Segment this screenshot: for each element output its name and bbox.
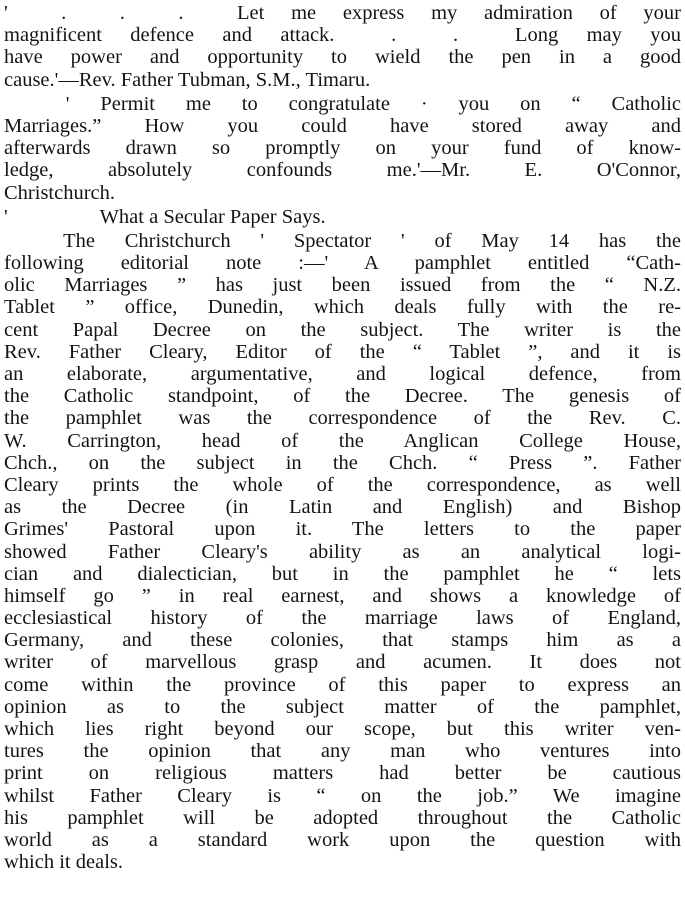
text-line: writer of marvellous grasp and acumen. It does not [4,651,681,674]
text-line: afterwards drawn so promptly on your fund of know- [4,137,681,160]
text-line: which lies right beyond our scope, but this writer ven- [4,718,681,740]
text-line: The Christchurch ' Spectator ' of May 14 has the [4,229,681,252]
testimonial-oconnor [4,93,681,204]
text-line: whilst Father Cleary is “ on the job.” We imagine [4,784,681,807]
text-line: Grimes' Pastoral upon it. The letters to the paper [4,518,681,541]
text-line: print on religious matters had better be cautious [4,762,681,785]
text-line: Christchurch. [4,181,116,204]
text-line: ' . . . Let me express my admiration of your [4,2,681,24]
text-line: opinion as to the subject matter of the pamphlet, [4,695,681,718]
text-line: cause.'—Rev. Father Tubman, S.M., Timaru. [4,68,371,91]
text-line: cent Papal Decree on the subject. The writer is the [4,318,681,341]
spectator-note [4,230,681,873]
text-line: following editorial note :—' A pamphlet entitled “Cath- [4,252,681,275]
text-line: Marriages.” How you could have stored away and [4,114,681,137]
text-line: an elaborate, argumentative, and logical defence, from [4,363,681,385]
text-line: himself go ” in real earnest, and shows a knowledge of [4,584,681,607]
text-line: the pamphlet was the correspondence of the Rev. C. [4,407,681,430]
text-line: come within the province of this paper to express an [4,673,681,696]
text-line: showed Father Cleary's ability as an analytical logi- [4,540,681,563]
text-line: as the Decree (in Latin and English) and Bishop [4,496,681,519]
text-line: tures the opinion that any man who ventures into [4,740,681,763]
text-line: his pamphlet will be adopted throughout the Catholic [4,806,681,829]
text-line: Chch., on the subject in the Chch. “ Press ”. Father [4,451,681,474]
section-heading [4,206,681,228]
text-line: which it deals. [4,851,123,874]
text-line: ecclesiastical history of the marriage laws of England, [4,607,681,630]
heading-text: ' What a Secular Paper Says. [4,205,326,228]
text-line: olic Marriages ” has just been issued from the “ N.Z. [4,274,681,297]
text-line: ' Permit me to congratulate · you on “ Catholic [4,92,681,115]
text-line: magnificent defence and attack. . . Long may you [4,24,681,47]
text-line: Tablet ” office, Dunedin, which deals fully with the re- [4,296,681,319]
text-line: Rev. Father Cleary, Editor of the “ Tablet ”, and it is [4,340,681,363]
text-line: world as a standard work upon the question with [4,828,681,851]
testimonial-tubman [4,2,681,91]
text-line: Germany, and these colonies, that stamps him as a [4,629,681,652]
newspaper-column [4,2,681,873]
text-line: cian and dialectician, but in the pamphlet he “ lets [4,562,681,585]
text-line: ledge, absolutely confounds me.'—Mr. E. O'Connor, [4,159,681,182]
text-line: Cleary prints the whole of the correspondence, as well [4,473,681,496]
text-line: have power and opportunity to wield the pen in a good [4,46,681,69]
text-line: W. Carrington, head of the Anglican College House, [4,429,681,452]
text-line: the Catholic standpoint, of the Decree. The genesis of [4,385,681,408]
